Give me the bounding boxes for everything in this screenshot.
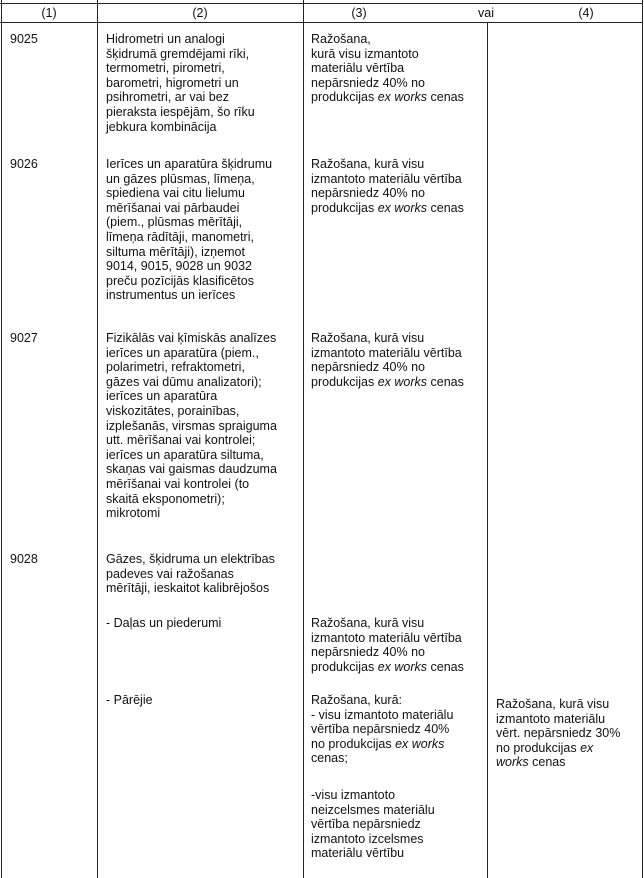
column-border-left bbox=[1, 0, 2, 878]
column-border-3-4 bbox=[487, 22, 488, 878]
subrow-description-other: - Pārējie bbox=[106, 693, 153, 707]
subrow-rule-other-second: -visu izmantoto neizcelsmes materiālu vērtība nepārsniedz izmantoto izcelsmes materiālu vērtību bbox=[311, 788, 435, 861]
column-border-right bbox=[642, 0, 643, 878]
header-col3: (3) bbox=[351, 6, 367, 20]
row-code-9027: 9027 bbox=[10, 331, 38, 345]
subrow-alternative-rule-other: Ražošana, kurā visu izmantoto materiālu vērt. nepārsniedz 30% no produkcijas ex works cenas bbox=[496, 697, 621, 770]
row-description-9025: Hidrometri un analogi šķidrumā gremdējami rīki, termometri, pirometri, barometri, higrometri un psihrometri, ar vai bez pieraksta iespējām, šo rīku jebkura kombinācija bbox=[106, 32, 255, 134]
row-description-9026: Ierīces un aparatūra šķidrumu un gāzes plūsmas, līmeņa, spiediena vai citu lielumu mērīšanai vai pārbaudei (piem., plūsmas mērītāji, līmeņa rādītāji, manometri, siltuma mērītāji), izņemot 9014, 9015, 9028 un 9032 preču pozīcijās klasificētos instrumentus un ierīces bbox=[106, 157, 273, 303]
column-border-2-3 bbox=[303, 0, 304, 878]
row-description-9027: Fizikālās vai ķīmiskās analīzes ierīces un aparatūra (piem., polarimetri, refraktometri, gāzes vai dūmu analizatori); ierīces un aparatūra viskozitātes, porainības, izplešanās, virsmas spraiguma utt. mērīšanai vai kontrolei; ierīces un aparatūra siltuma, skaņas vai gaismas daudzuma mērīšanai vai kontrolei (to skaitā eksponometri); mikrotomi bbox=[106, 331, 277, 521]
subrow-rule-parts: Ražošana, kurā visu izmantoto materiālu vērtība nepārsniedz 40% no produkcijas ex works cenas bbox=[311, 616, 464, 674]
header-col4: (4) bbox=[578, 6, 594, 20]
subrow-description-parts: - Daļas un piederumi bbox=[106, 616, 222, 630]
row-rule-9026: Ražošana, kurā visu izmantoto materiālu vērtība nepārsniedz 40% no produkcijas ex works cenas bbox=[311, 157, 464, 215]
row-description-9028: Gāzes, šķidruma un elektrības padeves vai ražošanas mērītāji, ieskaitot kalibrējošos bbox=[106, 552, 275, 596]
row-code-9026: 9026 bbox=[10, 157, 38, 171]
subrow-rule-other: Ražošana, kurā: - visu izmantoto materiālu vērtība nepārsniedz 40% no produkcijas ex works cenas; bbox=[311, 693, 454, 766]
column-border-1-2 bbox=[97, 0, 98, 878]
header-col1: (1) bbox=[41, 6, 57, 20]
row-rule-9027: Ražošana, kurā visu izmantoto materiālu vērtība nepārsniedz 40% no produkcijas ex works cenas bbox=[311, 331, 464, 389]
row-code-9025: 9025 bbox=[10, 32, 38, 46]
header-col2: (2) bbox=[192, 6, 208, 20]
row-rule-9025: Ražošana, kurā visu izmantoto materiālu vērtība nepārsniedz 40% no produkcijas ex works cenas bbox=[311, 32, 464, 105]
header-or: vai bbox=[478, 6, 494, 20]
row-code-9028: 9028 bbox=[10, 552, 38, 566]
